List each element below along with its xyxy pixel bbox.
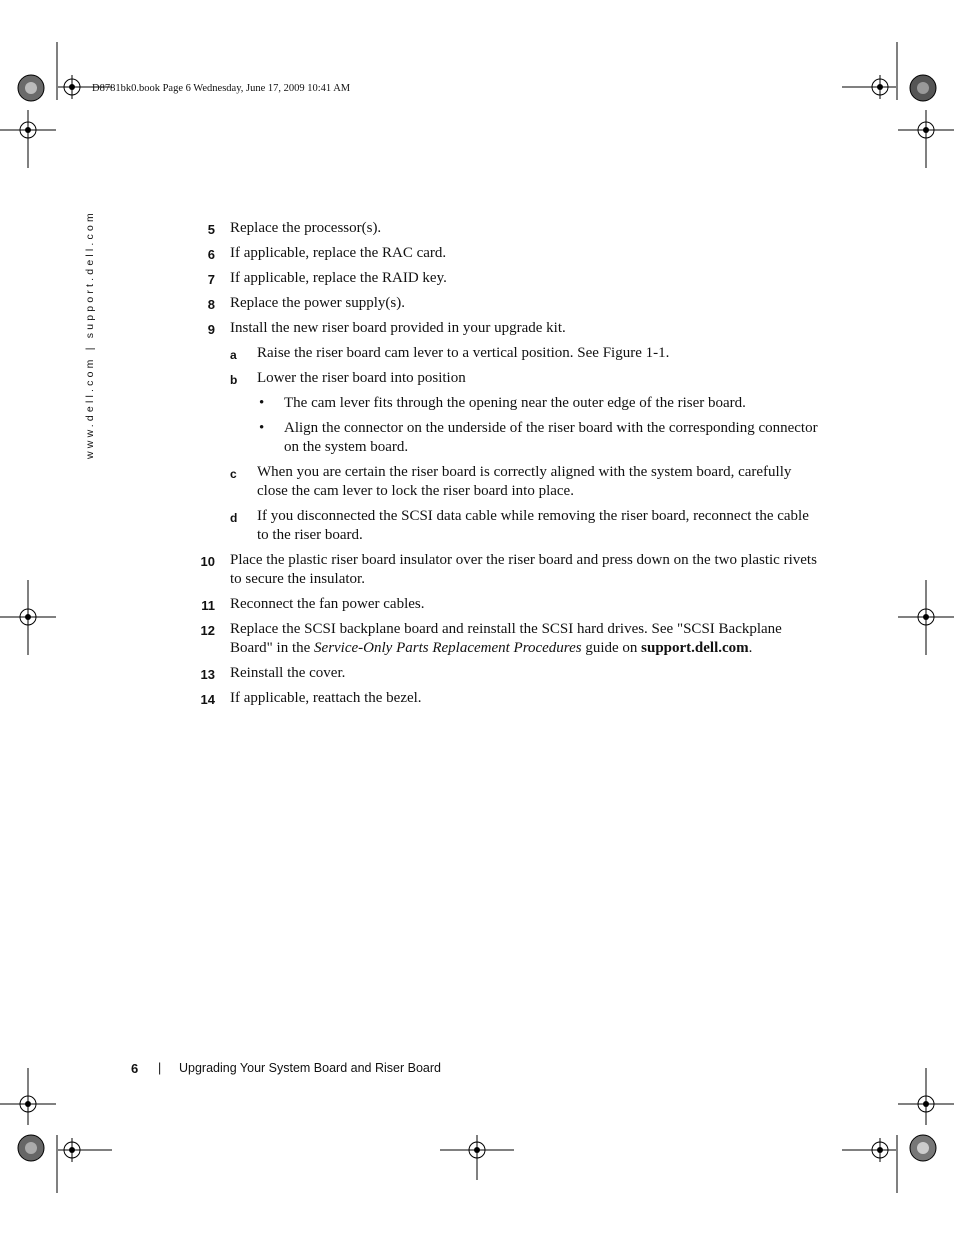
step-14 — [190, 689, 820, 708]
chapter-title: Upgrading Your System Board and Riser Board — [179, 1061, 441, 1075]
bullet-glyph: • — [259, 420, 265, 436]
step-text-part: Replace the SCSI backplane board and reinstall the SCSI hard drives. See "SCSI Backplane Board" in the — [230, 621, 782, 656]
substep-text: When you are certain the riser board is correctly aligned with the system board, carefully close the cam lever to lock the riser board into place. — [257, 464, 792, 499]
substep-c — [190, 463, 820, 501]
side-url: www.dell.com | support.dell.com — [84, 210, 96, 459]
step-text: Place the plastic riser board insulator over the riser board and press down on the two plastic rivets to secure the insulator. — [230, 552, 817, 587]
step-number: 9 — [207, 322, 215, 337]
step-text: Reconnect the fan power cables. — [230, 596, 425, 612]
substep-b — [190, 369, 820, 388]
step-12 — [190, 620, 820, 658]
step-7 — [190, 269, 820, 288]
step-10 — [190, 551, 820, 589]
step-number: 7 — [207, 272, 215, 287]
step-number: 14 — [200, 692, 215, 707]
step-text: If applicable, reattach the bezel. — [230, 690, 422, 706]
step-text: If applicable, replace the RAID key. — [230, 270, 447, 286]
step-8 — [190, 294, 820, 313]
substep-a — [190, 344, 820, 363]
step-text-part: . — [748, 640, 753, 656]
step-text: Reinstall the cover. — [230, 665, 346, 681]
step-11 — [190, 595, 820, 614]
document-title-reference: Service-Only Parts Replacement Procedures — [314, 640, 582, 656]
step-text: Install the new riser board provided in your upgrade kit. — [230, 320, 566, 336]
bullet-item — [190, 394, 820, 413]
substep-text: Lower the riser board into position — [257, 370, 466, 386]
step-text-part: guide on — [581, 640, 642, 656]
step-5 — [190, 219, 820, 238]
substep-text: If you disconnected the SCSI data cable while removing the riser board, reconnect the cable to the riser board. — [257, 508, 809, 543]
step-number: 13 — [200, 667, 215, 682]
bullet-text: The cam lever fits through the opening near the outer edge of the riser board. — [284, 395, 746, 411]
substep-text: Raise the riser board cam lever to a vertical position. See Figure 1-1. — [257, 345, 670, 361]
substep-d — [190, 507, 820, 545]
step-text: Replace the processor(s). — [230, 220, 382, 236]
step-number: 10 — [200, 554, 215, 569]
step-number: 8 — [207, 297, 215, 312]
bullet-glyph: • — [259, 395, 265, 411]
substep-letter: c — [230, 467, 237, 481]
substep-letter: d — [230, 511, 238, 525]
step-number: 6 — [207, 247, 215, 262]
step-13 — [190, 664, 820, 683]
footer-separator: | — [158, 1061, 162, 1075]
procedure-content — [190, 219, 820, 714]
substep-letter: b — [230, 373, 238, 387]
step-6 — [190, 244, 820, 263]
step-text: Replace the power supply(s). — [230, 295, 405, 311]
substep-letter: a — [230, 348, 237, 362]
step-number: 11 — [201, 598, 215, 613]
step-number: 12 — [200, 623, 215, 638]
bullet-text: Align the connector on the underside of the riser board with the corresponding connector on the system board. — [284, 420, 818, 455]
bullet-item — [190, 419, 820, 457]
page-number: 6 — [131, 1061, 139, 1076]
step-9 — [190, 319, 820, 338]
support-url: support.dell.com — [641, 640, 749, 656]
step-number: 5 — [207, 222, 215, 237]
print-slug: D8781bk0.book Page 6 Wednesday, June 17, 2009 10:41 AM — [92, 83, 351, 94]
step-text: If applicable, replace the RAC card. — [230, 245, 447, 261]
